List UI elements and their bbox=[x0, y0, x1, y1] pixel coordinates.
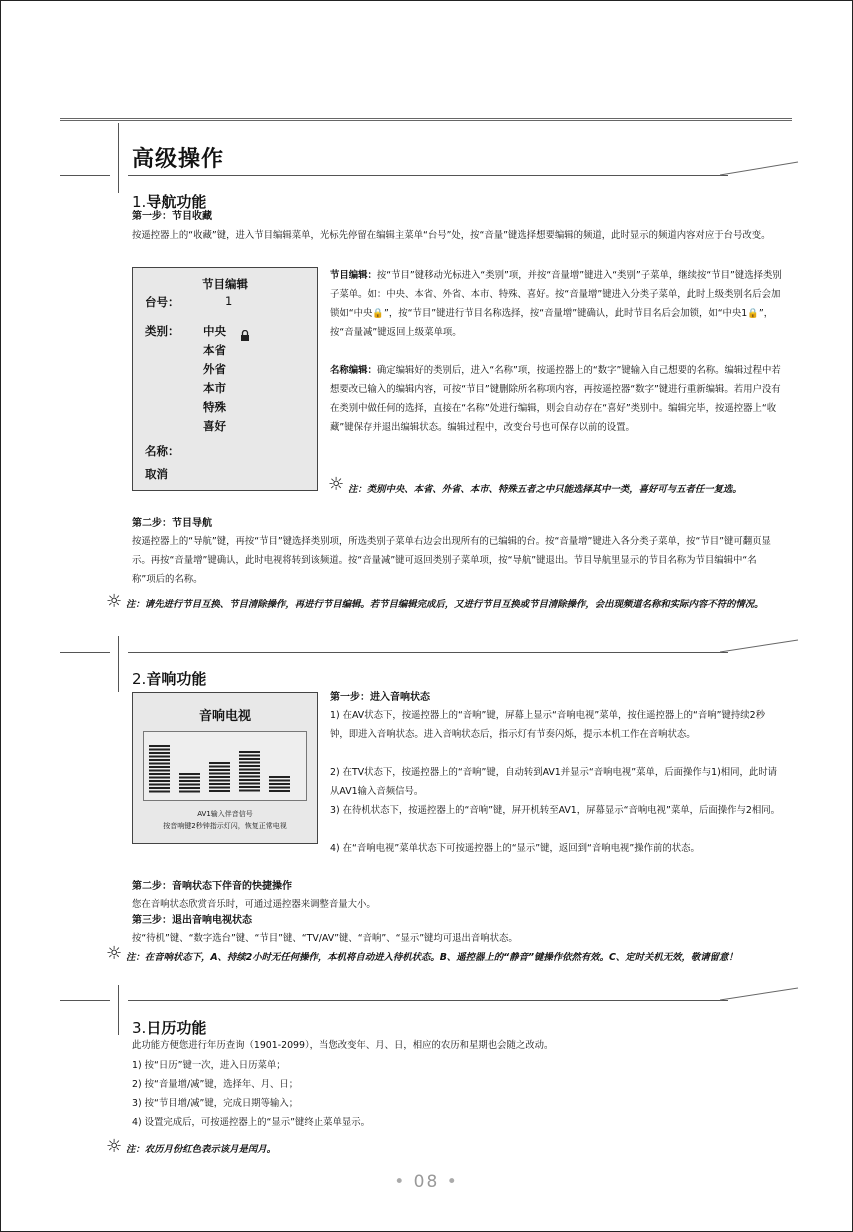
nav-step1-title: 第一步：节目收藏 bbox=[132, 211, 212, 222]
audio-panel-line1: AV1输入伴音信号 bbox=[197, 810, 253, 818]
section-number: 1. bbox=[132, 193, 147, 211]
audio-step3-title: 第三步：退出音响电视状态 bbox=[132, 915, 252, 926]
audio-step1-item-4: 4) 在“音响电视”菜单状态下可按遥控器上的“显示”键，返回到“音响电视”操作前的状态。 bbox=[330, 843, 700, 854]
nav-step2-title: 第二步：节目导航 bbox=[132, 518, 212, 529]
section3-vertical-rule bbox=[118, 985, 119, 1035]
menu-category-province: 本省 bbox=[203, 343, 226, 357]
menu-cancel-label: 取消 bbox=[145, 467, 168, 481]
audio-step3-text: 按“待机”键、“数字选台”键、“节目”键、“TV/AV”键、“音响”、“显示”键均可退出音响状态。 bbox=[132, 933, 518, 944]
page-number-footer bbox=[0, 1172, 853, 1192]
equalizer-bar bbox=[149, 745, 170, 793]
menu-name-label: 名称： bbox=[145, 444, 180, 458]
section2-rule-swoosh bbox=[720, 638, 800, 658]
program-edit-label: 节目编辑： bbox=[330, 270, 377, 281]
nav-note1: 注：类别中央、本省、外省、本市、特殊五者之中只能选择其中一类，喜好可与五者任一复选。 bbox=[348, 484, 742, 495]
calendar-intro: 此功能方便您进行年历查询（1901-2099），当您改变年、月、日，相应的农历和星期也会随之改动。 bbox=[132, 1040, 554, 1051]
header-vertical-rule bbox=[118, 123, 119, 193]
section-title-calendar bbox=[132, 1017, 206, 1038]
section2-vertical-rule bbox=[118, 636, 119, 692]
audio-panel-line2: 按音响键2秒钟指示灯闪，恢复正常电视 bbox=[163, 822, 287, 830]
audio-step1-item-2: 2) 在TV状态下，按遥控器上的“音响”键，自动转到AV1并显示“音响电视”菜单，后面操作与1)相同，此时请从AV1输入音频信号。 bbox=[330, 767, 777, 797]
tip-icon: ☼ bbox=[106, 943, 123, 964]
lock-icon bbox=[240, 326, 250, 345]
audio-step1-item-3: 3) 在待机状态下，按遥控器上的“音响”键，屏开机转至AV1，屏幕显示“音响电视”菜单，后面操作与2相同。 bbox=[330, 805, 780, 816]
audio-step2-text: 您在音响状态欣赏音乐时，可通过遥控器来调整音量大小。 bbox=[132, 899, 376, 910]
calendar-item-3: 3) 按“节目增/减”键，完成日期等输入； bbox=[132, 1098, 299, 1109]
title-underline-left bbox=[60, 175, 110, 176]
audio-note: 注：在音响状态下，A、持续2小时无任何操作，本机将自动进入待机状态。B、遥控器上的“静音”键操作依然有效。C、定时关机无效，敬请留意！ bbox=[126, 952, 738, 963]
program-edit-menu bbox=[132, 267, 318, 491]
section3-rule-left bbox=[60, 1000, 110, 1001]
menu-category-city: 本市 bbox=[203, 381, 226, 395]
program-edit-text: 按“节目”键移动光标进入“类别”项，并按“音量增”键进入“类别”子菜单，继续按“节目”键选择类别子菜单。如：中央、本省、外省、本市、特殊、喜好。按“音量增”键进入分类子菜单，此时上级类别名后会加锁如“中央🔒”，按“节目”键进行节目名称选择，按“音量增”键确认，此时节目名后会加锁，如“中央1🔒”，按“音量减”键返回上级菜单项。 bbox=[330, 270, 782, 338]
equalizer-bar bbox=[239, 751, 260, 793]
name-edit-paragraph bbox=[330, 361, 782, 437]
calendar-item-2: 2) 按“音量增/减”键，选择年、月、日； bbox=[132, 1079, 299, 1090]
title-underline-right bbox=[128, 175, 728, 176]
section2-rule-right bbox=[128, 652, 728, 653]
program-edit-paragraph bbox=[330, 266, 782, 342]
equalizer-bar bbox=[269, 776, 290, 793]
equalizer-bar bbox=[209, 762, 230, 793]
audio-step1-title: 第一步：进入音响状态 bbox=[330, 692, 430, 703]
section-title-text: 音响功能 bbox=[146, 670, 207, 688]
calendar-item-4: 4) 设置完成后，可按遥控器上的“显示”键终止菜单显示。 bbox=[132, 1117, 370, 1128]
pager-dot-left: • bbox=[394, 1172, 407, 1192]
section2-rule-left bbox=[60, 652, 110, 653]
audio-step2-title: 第二步：音响状态下伴音的快捷操作 bbox=[132, 881, 292, 892]
tip-icon: ☼ bbox=[328, 474, 345, 495]
name-edit-label: 名称编辑： bbox=[330, 365, 377, 376]
audio-panel-title: 音响电视 bbox=[198, 709, 251, 724]
tip-icon: ☼ bbox=[106, 1136, 123, 1157]
menu-category-special: 特殊 bbox=[203, 400, 226, 414]
equalizer-bar bbox=[179, 773, 200, 793]
audio-step1-item-1: 1) 在AV状态下，按遥控器上的“音响”键，屏幕上显示“音响电视”菜单，按住遥控器上的“音响”键持续2秒钟，即进入音响状态。进入音响状态后，指示灯有节奏闪烁，提示本机工作在音响状态。 bbox=[330, 710, 765, 740]
section-title-text: 日历功能 bbox=[146, 1019, 207, 1037]
name-edit-text: 确定编辑好的类别后，进入“名称”项，按遥控器上的“数字”键输入自己想要的名称。编辑过程中若想要改已输入的编辑内容，可按“节目”键删除所名称项内容，再按遥控器“数字”键进行重新编辑。若用户没有在类别中做任何的选择，直接在“名称”处进行编辑，则会自动存在“喜好”类别中。编辑完毕，按遥控器上“收藏”键保存并退出编辑状态。编辑过程中，改变台号也可保存以前的设置。 bbox=[330, 365, 781, 433]
audio-tv-panel bbox=[132, 692, 318, 844]
section-number: 2. bbox=[132, 670, 147, 688]
section-number: 3. bbox=[132, 1019, 147, 1037]
menu-title: 节目编辑 bbox=[202, 277, 248, 291]
header-rule bbox=[60, 118, 792, 121]
section3-rule-right bbox=[128, 1000, 728, 1001]
menu-category-favorite: 喜好 bbox=[203, 419, 226, 433]
calendar-item-1: 1) 按“日历”键一次，进入日历菜单； bbox=[132, 1060, 286, 1071]
section-title-text: 导航功能 bbox=[146, 193, 207, 211]
nav-note2: 注：请先进行节目互换、节目清除操作，再进行节目编辑。若节目编辑完成后，又进行节目互换或节目清除操作，会出现频道名称和实际内容不符的情况。 bbox=[126, 599, 764, 610]
nav-step1-text: 按遥控器上的“收藏”键，进入节目编辑菜单，光标先停留在编辑主菜单“台号”处，按“音量”键选择想要编辑的频道，此时显示的频道内容对应于台号改变。 bbox=[132, 230, 771, 241]
tip-icon: ☼ bbox=[106, 591, 123, 612]
page-number: 08 bbox=[413, 1172, 440, 1192]
menu-channel-label: 台号： bbox=[145, 295, 180, 309]
page-title: 高级操作 bbox=[132, 147, 225, 172]
title-underline-swoosh bbox=[720, 160, 800, 180]
section3-rule-swoosh bbox=[720, 986, 800, 1006]
menu-category-other-province: 外省 bbox=[203, 362, 226, 376]
section-title-audio bbox=[132, 668, 206, 689]
calendar-note: 注：农历月份红色表示该月是闰月。 bbox=[126, 1144, 277, 1155]
menu-channel-value: 1 bbox=[225, 294, 233, 308]
menu-category-label: 类别： bbox=[145, 324, 180, 338]
menu-category-central: 中央 bbox=[203, 324, 226, 338]
nav-step2-text: 按遥控器上的“导航”键，再按“节目”键选择类别项，所选类别子菜单右边会出现所有的已编辑的台。按“音量增”键进入各分类子菜单，按“节目”键可翻页显示。再按“音量增”键确认，此时电视将转到该频道。按“音量减”键可返回类别子菜单项，按“导航”键退出。节目导航里显示的节目名称为节目编辑中“名称”项后的名称。 bbox=[132, 536, 771, 585]
pager-dot-right: • bbox=[446, 1172, 459, 1192]
